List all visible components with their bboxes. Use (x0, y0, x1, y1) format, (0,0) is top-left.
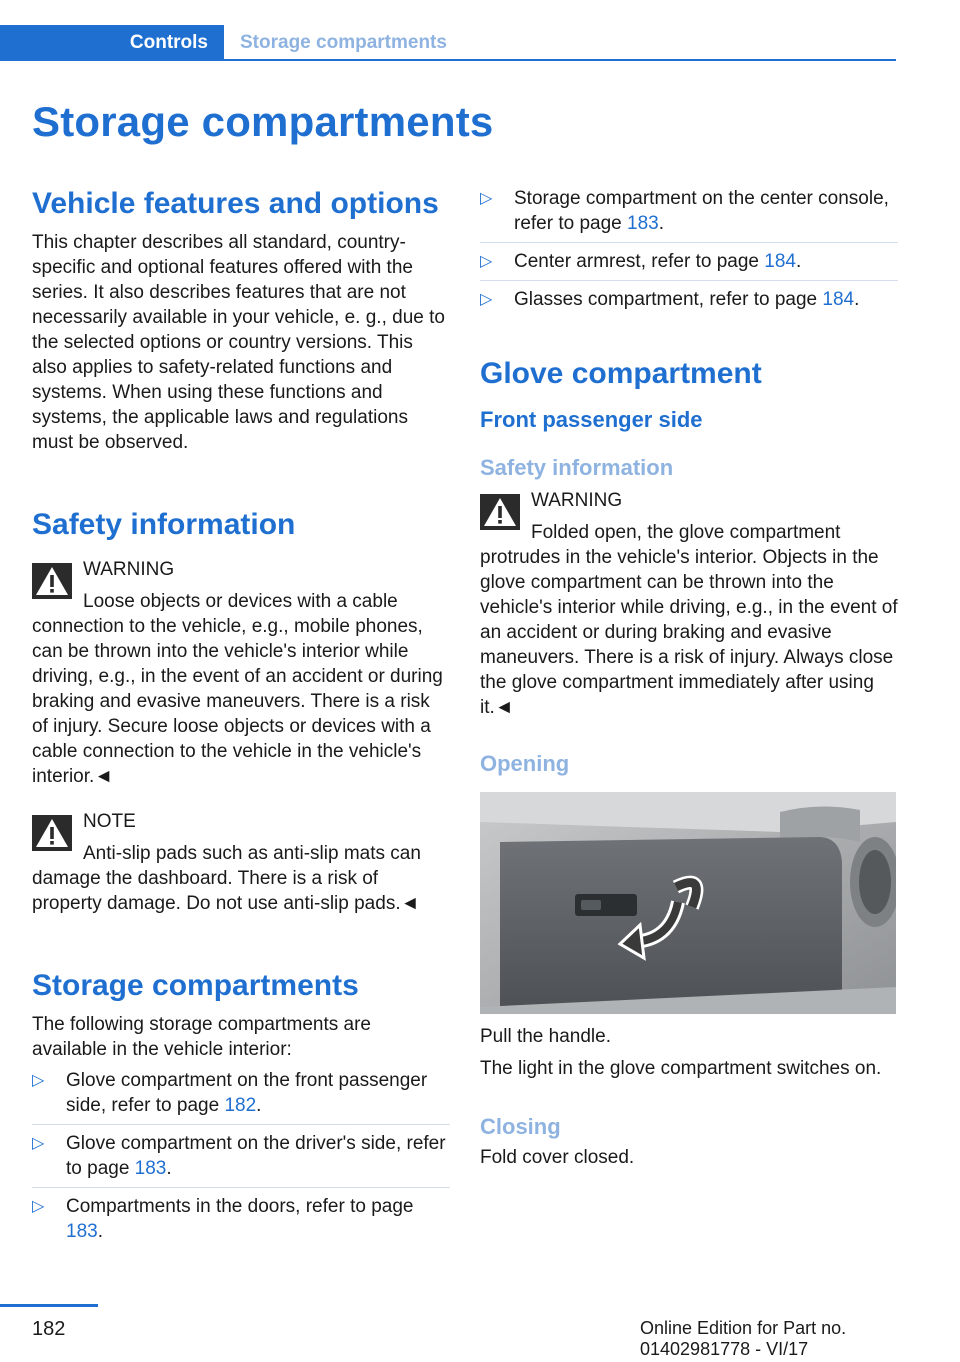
note-text-first: Anti-slip pads such as anti-slip mats can (83, 843, 421, 864)
left-column (32, 186, 450, 1244)
list-divider (32, 1124, 450, 1125)
page-title: Storage compartments (32, 98, 494, 145)
warning-label: WARNING (531, 490, 623, 511)
footer-divider (0, 1304, 98, 1307)
closing-text: Fold cover closed. (480, 1147, 635, 1168)
glove-heading: Glove compartment (480, 357, 762, 390)
warning-text-rest: protrudes in the vehicle's interior. Objects in the glove compartment can be thrown into the vehicle's interior while driving, e.g., in the event of an accident or during braking and evasive maneuvers. There is a risk of injury. Always close the glove compartment immediately after using it.◄ (480, 547, 898, 718)
storage-intro: The following storage compartments are available in the vehicle interior: (32, 1014, 371, 1060)
page-link[interactable]: 182 (224, 1095, 257, 1116)
note-text-rest: damage the dashboard. There is a risk of property damage. Do not use anti-slip pads.◄ (32, 868, 420, 914)
vehicle-features-body: This chapter describes all standard, country-specific and optional features offered with the series. It also describes features that are not necessarily available in your vehicle, e. g., due to the selected options or country versions. This also applies to safety-related functions and systems. When using these functions and systems, the applicable laws and regulations must be observed. (32, 232, 445, 453)
front-passenger-heading: Front passenger side (480, 407, 703, 432)
bullet-triangle-icon: ▷ (480, 291, 493, 308)
list-item: ▷ Storage compartment on the center console, refer to page 183. (480, 188, 889, 234)
bullet-triangle-icon: ▷ (32, 1072, 45, 1089)
warning-triangle-icon (32, 563, 72, 599)
list-divider (32, 1187, 450, 1188)
list-item: ▷ Glasses compartment, refer to page 184. (480, 289, 860, 310)
opening-step: Pull the handle. (480, 1026, 611, 1047)
glove-safety-heading: Safety information (480, 455, 674, 480)
chapter-header (0, 25, 896, 61)
page-link[interactable]: 183 (627, 213, 659, 234)
bullet-triangle-icon: ▷ (480, 190, 493, 207)
page-link[interactable]: 183 (134, 1158, 167, 1179)
tab-controls[interactable]: Controls (0, 25, 224, 61)
warning-block (32, 557, 450, 789)
note-block (32, 809, 450, 916)
bullet-triangle-icon: ▷ (32, 1135, 45, 1152)
vehicle-features-heading: Vehicle features and options (32, 187, 439, 220)
list-item: ▷ Glove compartment on the front passenger side, refer to page 182. (32, 1070, 428, 1116)
list-divider (480, 280, 898, 281)
bullet-triangle-icon: ▷ (480, 253, 493, 270)
list-item: ▷ Compartments in the doors, refer to page 183. (32, 1196, 414, 1242)
header-divider (224, 59, 896, 61)
edition-note: Online Edition for Part no. 01402981778 - VI/17 (640, 1318, 847, 1359)
note-label: NOTE (83, 811, 136, 832)
opening-note: The light in the glove compartment switches on. (480, 1058, 882, 1079)
list-item: ▷ Glove compartment on the driver's side, refer to page 183. (32, 1133, 446, 1179)
list-divider (480, 242, 898, 243)
page-link[interactable]: 183 (66, 1221, 98, 1242)
glove-compartment-photo (480, 792, 896, 1014)
closing-heading: Closing (480, 1114, 561, 1139)
page-link[interactable]: 184 (822, 289, 855, 310)
safety-heading: Safety information (32, 508, 296, 541)
tab-storage-compartments[interactable]: Storage compartments (240, 32, 447, 53)
warning-triangle-icon (480, 494, 520, 530)
opening-heading: Opening (480, 751, 570, 776)
glove-warning-block (480, 488, 898, 720)
storage-list-right (480, 186, 898, 312)
storage-heading: Storage compartments (32, 969, 359, 1002)
note-triangle-icon (32, 815, 72, 851)
storage-list-left (32, 1068, 450, 1244)
warning-text-rest: connection to the vehicle, e.g., mobile phones, can be thrown into the vehicle's interior while driving, e.g., in the event of an accident or during braking and evasive maneuvers. There is a risk of injury. Secure loose objects or devices with a cable connection to the vehicle in the vehicle's interior.◄ (32, 616, 443, 787)
list-item: ▷ Center armrest, refer to page 184. (480, 251, 802, 272)
warning-text-first: Loose objects or devices with a cable (83, 591, 398, 612)
glove-compartment-illustration (480, 792, 896, 1014)
warning-text-first: Folded open, the glove compartment (531, 522, 841, 543)
page-number: 182 (32, 1318, 66, 1340)
page-link[interactable]: 184 (764, 251, 796, 272)
warning-label: WARNING (83, 559, 175, 580)
right-column (480, 186, 898, 1170)
bullet-triangle-icon: ▷ (32, 1198, 45, 1215)
